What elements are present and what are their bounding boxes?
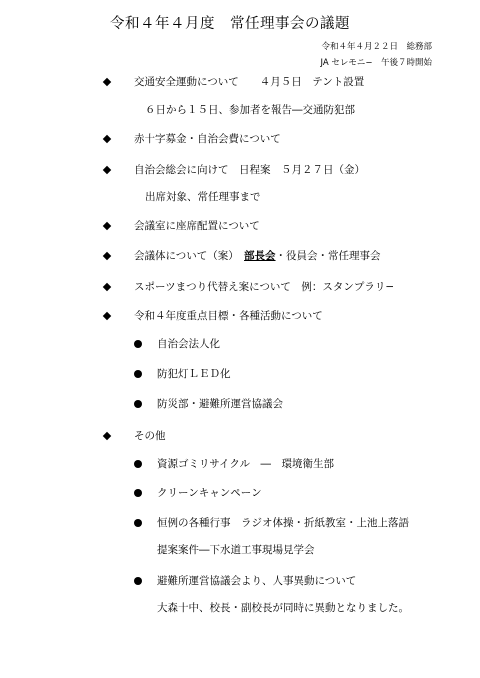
- agenda-item-general-meeting-detail: 出席対象、常任理事まで: [145, 191, 261, 203]
- circle-bullet-icon: [134, 519, 142, 527]
- diamond-bullet-icon: [103, 432, 111, 440]
- goal-incorporation: 自治会法人化: [157, 338, 220, 350]
- diamond-bullet-icon: [103, 135, 111, 143]
- diamond-bullet-icon: [103, 283, 111, 291]
- other-personnel-change: 避難所運営協議会より、人事異動について: [157, 575, 357, 587]
- place-time-line: JA セレモニ− 午後７時開始: [320, 58, 432, 68]
- document-title: 令和４年４月度 常任理事会の議題: [110, 16, 350, 32]
- circle-bullet-icon: [134, 577, 142, 585]
- circle-bullet-icon: [134, 460, 142, 468]
- circle-bullet-icon: [134, 370, 142, 378]
- agenda-item-sports-festival: スポーツまつり代替え案について 例：スタンプラリ−: [134, 281, 395, 293]
- other-recycling: 資源ゴミリサイクル ― 環境衛生部: [157, 458, 335, 470]
- circle-bullet-icon: [134, 340, 142, 348]
- date-department-line: 令和４年４月２２日 総務部: [321, 42, 432, 52]
- other-clean-campaign: クリーンキャンペーン: [157, 487, 262, 499]
- diamond-bullet-icon: [103, 78, 111, 86]
- goal-led-lights: 防犯灯ＬＥＤ化: [157, 368, 231, 380]
- agenda-item-traffic-safety: 交通安全運動について ４月５日 テント設置: [134, 76, 365, 88]
- meeting-bodies-suffix: ・役員会・常任理事会: [275, 250, 381, 262]
- circle-bullet-icon: [134, 489, 142, 497]
- meeting-bodies-prefix: 会議体について（案）: [134, 250, 245, 262]
- diamond-bullet-icon: [103, 312, 111, 320]
- agenda-item-seating: 会議室に座席配置について: [134, 220, 260, 232]
- other-annual-events-cont: 提案案件―下水道工事現場見学会: [157, 544, 315, 556]
- meeting-bodies-underlined: 部長会: [244, 250, 276, 262]
- circle-bullet-icon: [134, 400, 142, 408]
- agenda-item-traffic-safety-detail: ６日から１５日、参加者を報告―交通防犯部: [145, 104, 355, 116]
- agenda-item-meeting-bodies: [134, 249, 381, 263]
- agenda-item-red-cross: 赤十字募金・自治会費について: [134, 133, 281, 145]
- diamond-bullet-icon: [103, 222, 111, 230]
- goal-disaster-council: 防災部・避難所運営協議会: [157, 398, 283, 410]
- other-annual-events: 恒例の各種行事 ラジオ体操・折紙教室・上池上落語: [157, 517, 409, 529]
- diamond-bullet-icon: [103, 252, 111, 260]
- diamond-bullet-icon: [103, 166, 111, 174]
- agenda-item-priority-goals: 令和４年度重点目標・各種活動について: [134, 310, 323, 322]
- agenda-item-other: その他: [134, 430, 166, 442]
- agenda-item-general-meeting: 自治会総会に向けて 日程案 ５月２７日（金）: [134, 164, 365, 176]
- other-personnel-change-cont: 大森十中、校長・副校長が同時に異動となりました。: [157, 602, 409, 614]
